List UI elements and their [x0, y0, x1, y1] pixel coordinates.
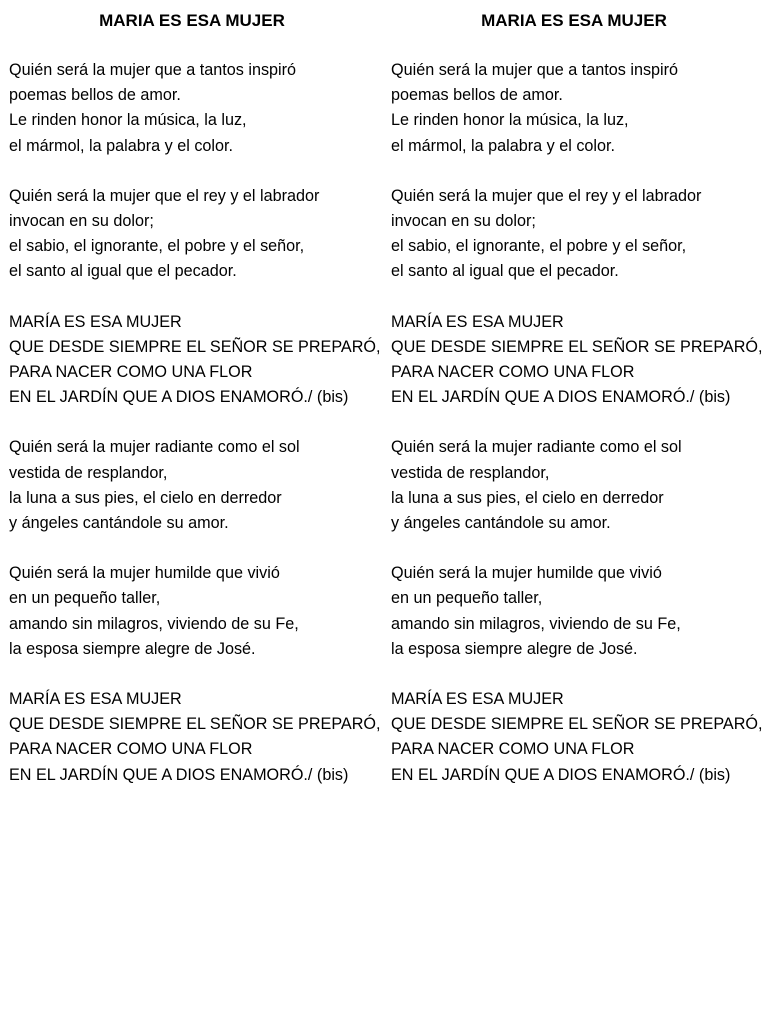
lyric-line: Le rinden honor la música, la luz,: [9, 111, 247, 130]
chorus-line: MARÍA ES ESA MUJER: [391, 690, 564, 709]
lyric-line: amando sin milagros, viviendo de su Fe,: [9, 614, 299, 633]
lyric-line: invocan en su dolor;: [9, 212, 154, 231]
chorus-2: [9, 687, 381, 788]
stanza-2: [9, 184, 381, 285]
lyric-line: el sabio, el ignorante, el pobre y el señor,: [391, 237, 687, 256]
lyric-line: vestida de resplandor,: [9, 463, 168, 482]
chorus-line: PARA NACER COMO UNA FLOR: [391, 740, 635, 759]
lyric-line: poemas bellos de amor.: [9, 86, 181, 105]
chorus-line: EN EL JARDÍN QUE A DIOS ENAMORÓ./ (bis): [391, 765, 731, 784]
chorus-line: MARÍA ES ESA MUJER: [9, 312, 182, 331]
chorus-line: QUE DESDE SIEMPRE EL SEÑOR SE PREPARÓ,: [391, 337, 763, 356]
lyric-line: en un pequeño taller,: [9, 589, 161, 608]
chorus-line: QUE DESDE SIEMPRE EL SEÑOR SE PREPARÓ,: [391, 715, 763, 734]
stanza-4: [9, 561, 381, 662]
lyric-line: la esposa siempre alegre de José.: [391, 639, 638, 658]
chorus-line: EN EL JARDÍN QUE A DIOS ENAMORÓ./ (bis): [391, 388, 731, 407]
stanza-2: [391, 184, 763, 285]
chorus-line: MARÍA ES ESA MUJER: [391, 312, 564, 331]
lyric-line: Le rinden honor la música, la luz,: [391, 111, 629, 130]
lyric-line: el sabio, el ignorante, el pobre y el señor,: [9, 237, 305, 256]
chorus-line: QUE DESDE SIEMPRE EL SEÑOR SE PREPARÓ,: [9, 337, 381, 356]
lyric-line: la luna a sus pies, el cielo en derredor: [9, 488, 282, 507]
lyrics-column-left: [9, 8, 381, 813]
lyric-line: en un pequeño taller,: [391, 589, 543, 608]
chorus-1: [391, 310, 763, 411]
chorus-line: EN EL JARDÍN QUE A DIOS ENAMORÓ./ (bis): [9, 765, 349, 784]
lyric-line: la luna a sus pies, el cielo en derredor: [391, 488, 664, 507]
lyric-line: el mármol, la palabra y el color.: [9, 136, 234, 155]
stanza-1: [391, 58, 763, 159]
chorus-line: EN EL JARDÍN QUE A DIOS ENAMORÓ./ (bis): [9, 388, 349, 407]
lyric-line: Quién será la mujer que el rey y el labrador: [9, 186, 320, 205]
lyric-line: Quién será la mujer que a tantos inspiró: [391, 61, 679, 79]
lyric-line: y ángeles cantándole su amor.: [9, 514, 229, 533]
lyric-line: vestida de resplandor,: [391, 463, 550, 482]
lyric-line: la esposa siempre alegre de José.: [9, 639, 256, 658]
lyric-line: invocan en su dolor;: [391, 212, 536, 231]
lyric-line: Quién será la mujer radiante como el sol: [9, 438, 300, 457]
song-title: MARIA ES ESA MUJER: [99, 11, 285, 30]
lyric-line: Quién será la mujer humilde que vivió: [9, 564, 280, 583]
chorus-line: PARA NACER COMO UNA FLOR: [9, 363, 253, 382]
song-title: MARIA ES ESA MUJER: [481, 11, 667, 30]
lyric-line: el santo al igual que el pecador.: [391, 262, 619, 281]
lyric-line: y ángeles cantándole su amor.: [391, 514, 611, 533]
lyric-line: Quién será la mujer que a tantos inspiró: [9, 61, 297, 79]
stanza-3: [391, 435, 763, 536]
stanza-1: [9, 58, 381, 159]
chorus-line: PARA NACER COMO UNA FLOR: [391, 363, 635, 382]
lyric-line: Quién será la mujer humilde que vivió: [391, 564, 662, 583]
lyrics-column-right: [391, 8, 763, 813]
lyric-line: el mármol, la palabra y el color.: [391, 136, 616, 155]
chorus-line: MARÍA ES ESA MUJER: [9, 690, 182, 709]
lyric-line: poemas bellos de amor.: [391, 86, 563, 105]
lyric-line: amando sin milagros, viviendo de su Fe,: [391, 614, 681, 633]
chorus-line: QUE DESDE SIEMPRE EL SEÑOR SE PREPARÓ,: [9, 715, 381, 734]
chorus-1: [9, 310, 381, 411]
chorus-line: PARA NACER COMO UNA FLOR: [9, 740, 253, 759]
lyric-line: Quién será la mujer radiante como el sol: [391, 438, 682, 457]
stanza-4: [391, 561, 763, 662]
lyric-line: el santo al igual que el pecador.: [9, 262, 237, 281]
lyric-line: Quién será la mujer que el rey y el labrador: [391, 186, 702, 205]
stanza-3: [9, 435, 381, 536]
chorus-2: [391, 687, 763, 788]
